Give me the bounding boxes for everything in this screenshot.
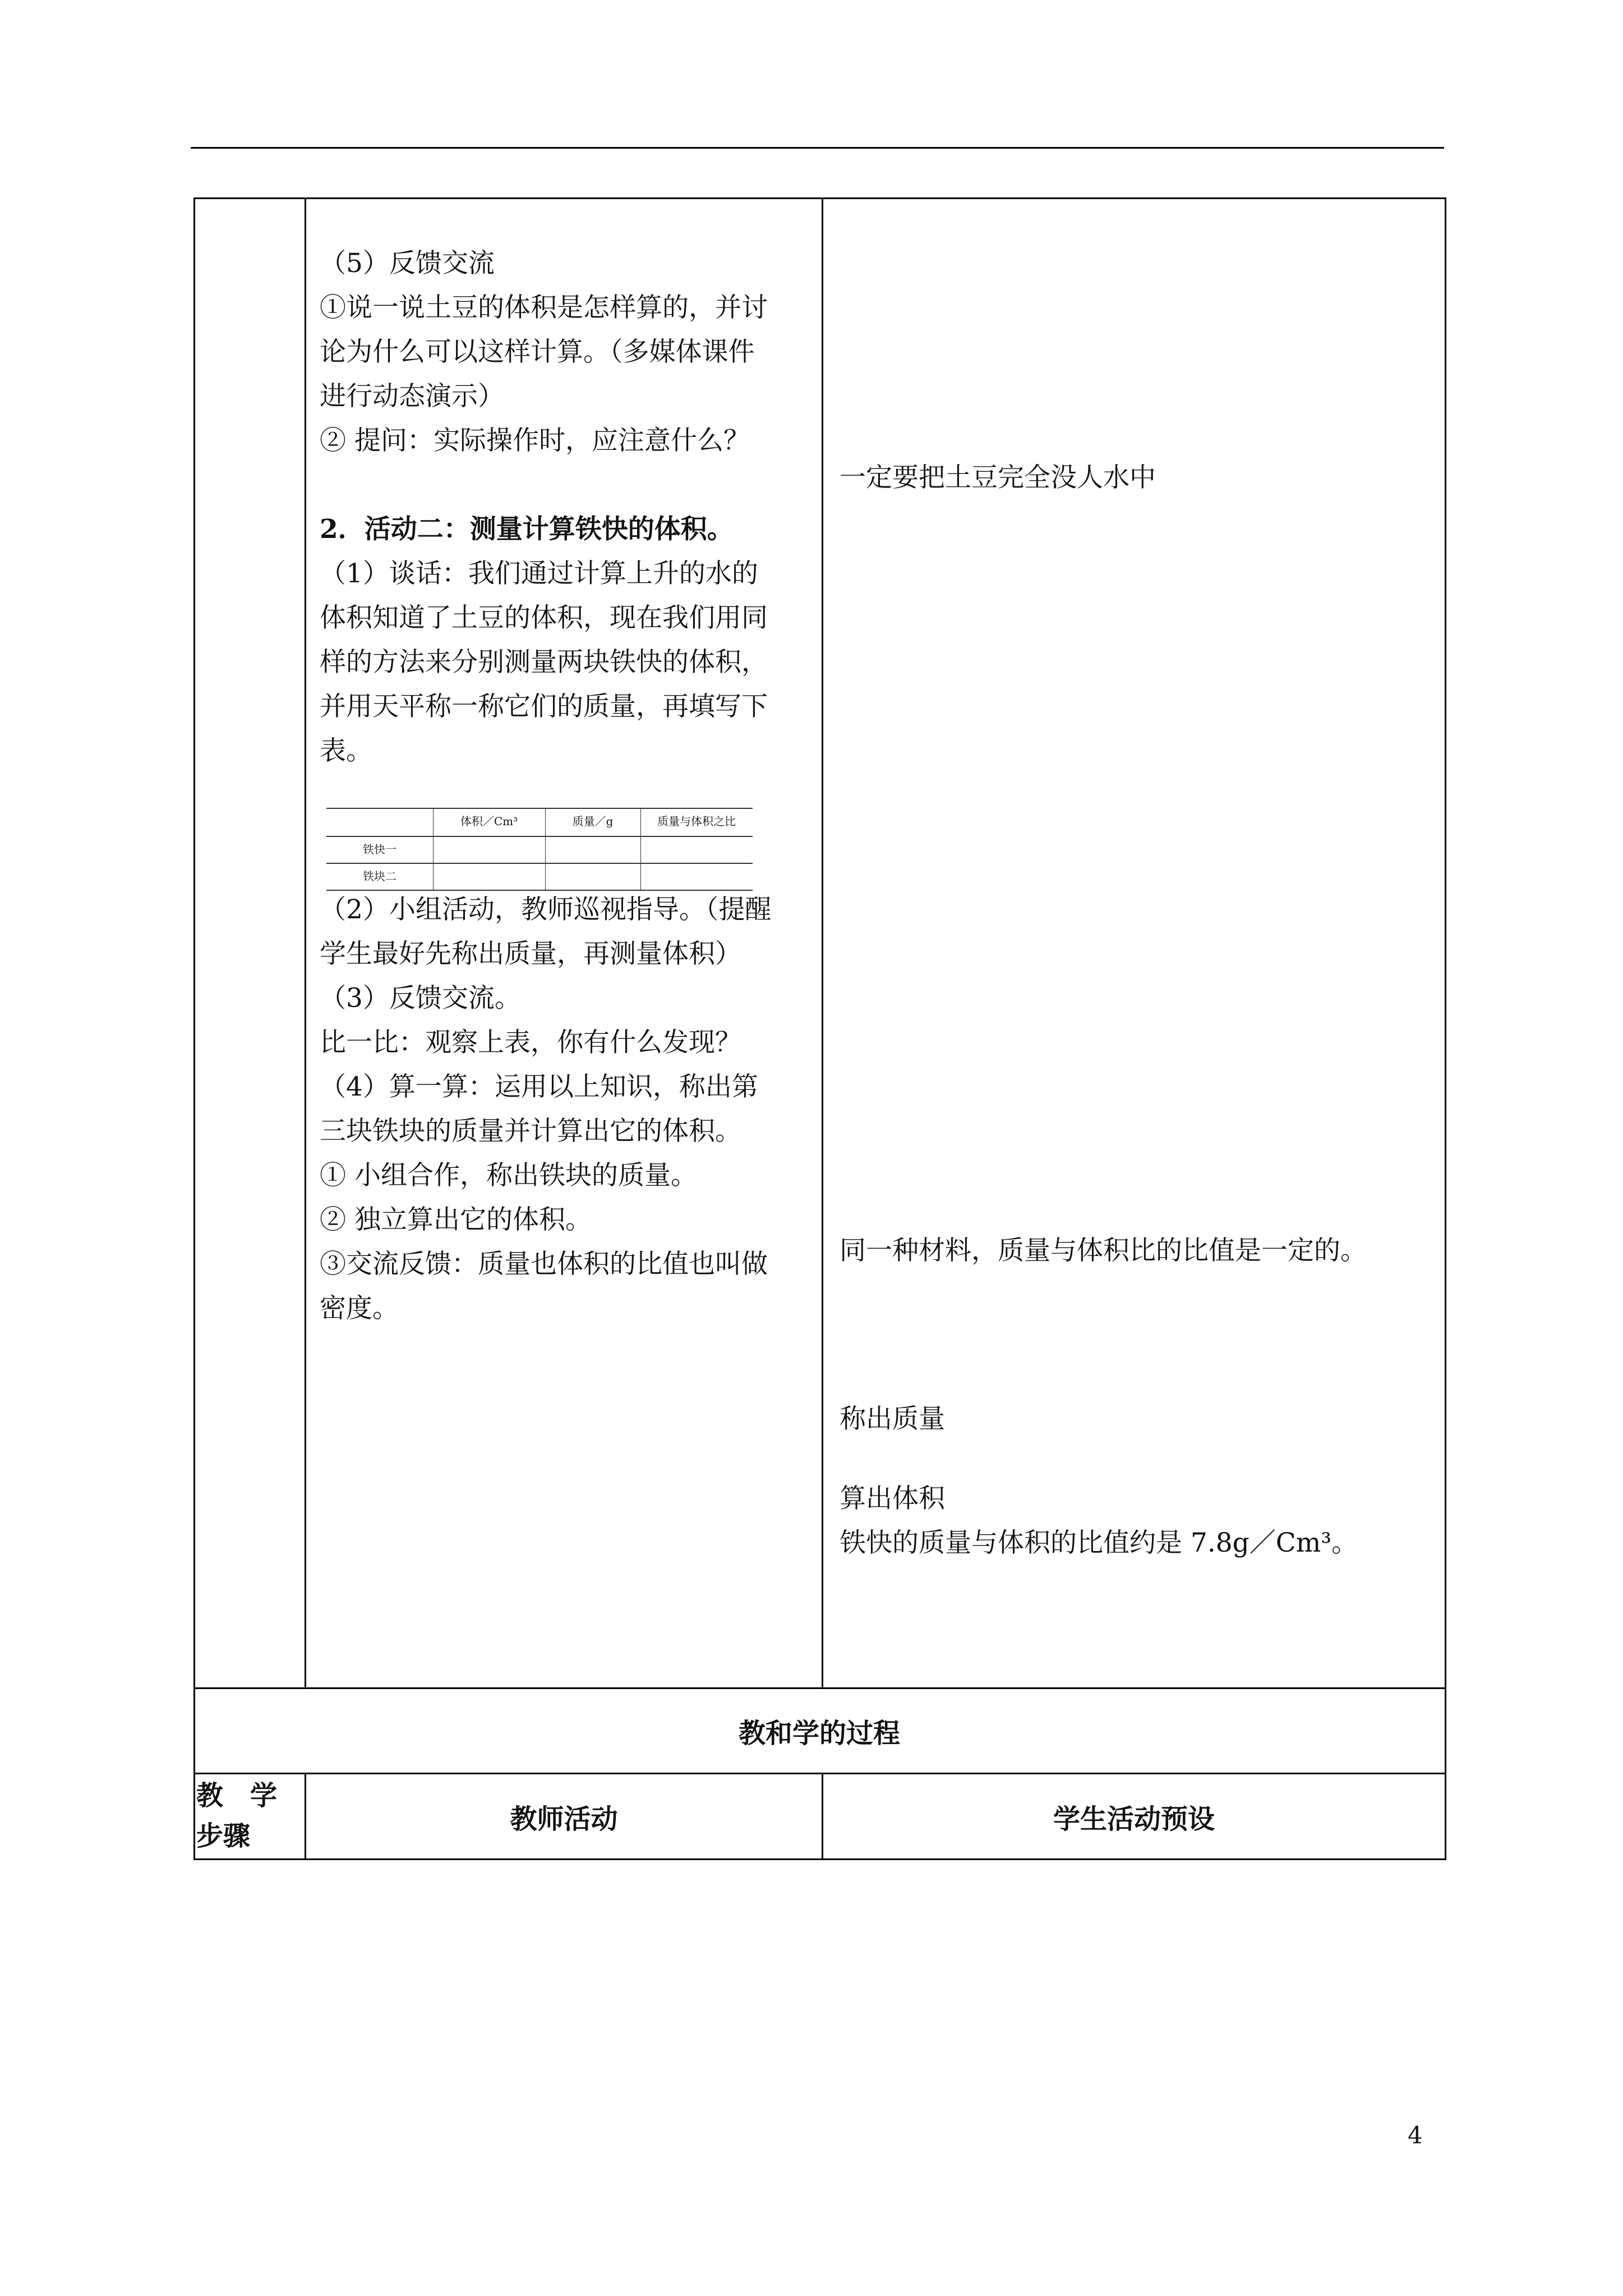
text-line: ② 提问：实际操作时，应注意什么？ — [320, 425, 750, 456]
text-line: 论为什么可以这样计算。（多媒体课件 — [320, 337, 755, 367]
mini-table-header: 体积／Cm³ — [460, 815, 518, 828]
student-note-density: 铁快的质量与体积的比值约是 7.8g／Cm³。 — [840, 1527, 1358, 1558]
text-line: （2）小组活动，教师巡视指导。（提醒 — [320, 894, 772, 925]
text-line: 比一比：观察上表，你有什么发现？ — [320, 1027, 741, 1058]
text-line: （5）反馈交流 — [320, 248, 495, 279]
table-right-border — [1445, 197, 1446, 1860]
student-activity-header: 学生活动预设 — [1053, 1803, 1215, 1835]
teacher-activity-text-2 — [320, 887, 771, 1331]
table-left-border — [193, 197, 195, 1860]
table-top-border — [193, 197, 1446, 199]
step-header-line2: 步骤 — [196, 1820, 251, 1852]
student-note-volume: 算出体积 — [840, 1483, 945, 1514]
table-bottom-border — [193, 1858, 1446, 1860]
step-header — [196, 1775, 306, 1856]
text-line: （4）算一算：运用以上知识，称出第 — [320, 1071, 758, 1102]
text-line: ①说一说土豆的体积是怎样算的，并讨 — [320, 292, 768, 323]
student-note-ratio-constant: 同一种材料，质量与体积比的比值是一定的。 — [840, 1235, 1367, 1266]
text-line: 表。 — [320, 735, 372, 766]
student-note-weigh: 称出质量 — [840, 1404, 945, 1434]
text-line: 三块铁块的质量并计算出它的体积。 — [320, 1116, 741, 1147]
text-line: 样的方法来分别测量两块铁快的体积， — [320, 647, 768, 678]
text-line: 进行动态演示） — [320, 381, 504, 412]
mass-volume-table — [326, 808, 753, 891]
mini-table-header: 质量／g — [572, 815, 614, 828]
student-note-submerge: 一定要把土豆完全没人水中 — [840, 462, 1156, 493]
step-header-line1: 教 学 — [196, 1780, 278, 1811]
mini-table-row-label: 铁快一 — [363, 843, 396, 856]
blank-line — [320, 463, 768, 507]
text-line: （3）反馈交流。 — [320, 983, 521, 1014]
section-title: 教和学的过程 — [738, 1717, 900, 1749]
text-line: ① 小组合作，称出铁块的质量。 — [320, 1160, 697, 1191]
teacher-activity-header: 教师活动 — [510, 1803, 618, 1835]
page-number: 4 — [1408, 2122, 1423, 2149]
text-line: 密度。 — [320, 1293, 399, 1324]
mini-table-row-label: 铁块二 — [363, 869, 396, 883]
activity-two-heading: 2．活动二：测量计算铁快的体积。 — [320, 514, 734, 545]
header-rule — [191, 147, 1444, 149]
text-line: 并用天平称一称它们的质量，再填写下 — [320, 691, 768, 722]
text-line: ③交流反馈：质量也体积的比值也叫做 — [320, 1249, 768, 1280]
teacher-activity-text — [320, 241, 768, 773]
text-line: 体积知道了土豆的体积，现在我们用同 — [320, 602, 768, 633]
text-line: ② 独立算出它的体积。 — [320, 1204, 592, 1235]
text-line: 学生最好先称出质量，再测量体积） — [320, 938, 741, 969]
text-line: （1）谈话：我们通过计算上升的水的 — [320, 558, 758, 589]
col-divider-1 — [305, 197, 306, 1689]
mini-table-header: 质量与体积之比 — [657, 815, 736, 828]
col-divider-2 — [822, 197, 823, 1689]
